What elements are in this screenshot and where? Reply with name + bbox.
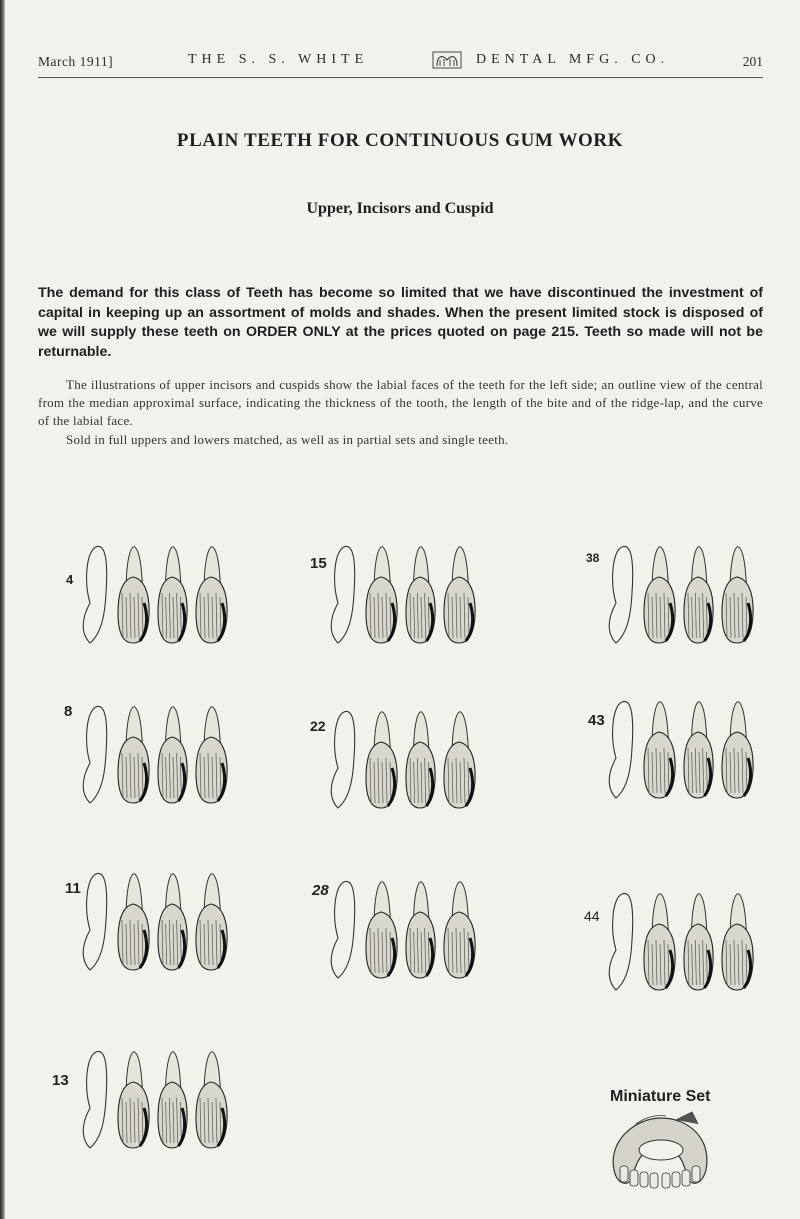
teeth-illustration: [58, 535, 258, 645]
tooth-labial-face: [644, 894, 675, 990]
tooth-labial-face: [722, 702, 753, 798]
tooth-labial-face: [366, 712, 397, 808]
tooth-profile-outline: [83, 873, 106, 970]
tooth-labial-face: [444, 547, 475, 643]
tooth-profile-outline: [609, 893, 632, 990]
tooth-set-8: [58, 695, 258, 805]
tooth-set-38: [584, 535, 784, 645]
tooth-set-11: [58, 862, 258, 972]
mold-number: 28: [312, 882, 329, 899]
tooth-labial-face: [722, 547, 753, 643]
miniature-set-label: Miniature Set: [610, 1088, 711, 1105]
tooth-labial-face: [444, 882, 475, 978]
tooth-labial-face: [118, 874, 149, 970]
tooth-labial-face: [684, 547, 713, 643]
tooth-labial-face: [118, 1052, 149, 1148]
mold-number: 8: [64, 703, 73, 720]
mold-number: 38: [586, 551, 600, 565]
teeth-illustration: [58, 695, 258, 805]
teeth-illustration: [584, 535, 784, 645]
illustrations-paragraph: The illustrations of upper incisors and cuspids show the labial faces of the teeth for the left side; an outline view of the central from the median approximal surface, indicating the thickness of the tooth, the length of the bite and of the ridge-lap, and the curve of the labial face.: [38, 377, 763, 428]
miniature-denture-icon: [606, 1110, 716, 1190]
teeth-illustration: [58, 862, 258, 972]
page-number: 201: [742, 54, 763, 69]
tooth-labial-face: [196, 1052, 227, 1148]
tooth-profile-outline: [609, 701, 632, 798]
page-subtitle: Upper, Incisors and Cuspid: [306, 200, 494, 217]
header-rule: [38, 77, 763, 78]
header-company: THE S. S. WHITE: [188, 52, 369, 67]
page-title: PLAIN TEETH FOR CONTINUOUS GUM WORK: [176, 130, 624, 151]
teeth-illustration: [58, 1040, 258, 1150]
tooth-labial-face: [118, 547, 149, 643]
tooth-profile-outline: [609, 546, 632, 643]
tooth-labial-face: [196, 547, 227, 643]
company-logo-icon: [432, 50, 462, 74]
tooth-labial-face: [684, 702, 713, 798]
teeth-illustration: [584, 882, 784, 992]
mold-number: 15: [310, 555, 327, 572]
tooth-profile-outline: [331, 881, 354, 978]
tooth-labial-face: [644, 547, 675, 643]
tooth-set-28: [306, 870, 506, 980]
tooth-profile-outline: [83, 1051, 106, 1148]
running-header: [38, 52, 763, 74]
teeth-illustration: [584, 690, 784, 800]
tooth-labial-face: [158, 547, 187, 643]
tooth-profile-outline: [331, 711, 354, 808]
mold-number: 22: [310, 718, 326, 734]
tooth-labial-face: [158, 874, 187, 970]
tooth-profile-outline: [83, 546, 106, 643]
tooth-labial-face: [406, 547, 435, 643]
tooth-profile-outline: [331, 546, 354, 643]
tooth-set-13: [52, 1040, 258, 1150]
tooth-labial-face: [158, 707, 187, 803]
mold-number: 43: [588, 712, 605, 729]
mold-number: 11: [65, 880, 81, 897]
header-date: March 1911]: [38, 54, 114, 69]
tooth-labial-face: [722, 894, 753, 990]
mold-number: 44: [584, 908, 600, 924]
tooth-labial-face: [366, 882, 397, 978]
mold-number: 4: [66, 572, 74, 587]
tooth-labial-face: [196, 707, 227, 803]
tooth-labial-face: [366, 547, 397, 643]
tooth-labial-face: [406, 712, 435, 808]
tooth-labial-face: [118, 707, 149, 803]
tooth-labial-face: [684, 894, 713, 990]
teeth-illustration: [306, 535, 506, 645]
teeth-illustration: [306, 700, 506, 810]
teeth-illustration: [306, 870, 506, 980]
page-edge-shadow: [0, 0, 5, 1219]
tooth-labial-face: [444, 712, 475, 808]
tooth-profile-outline: [83, 706, 106, 803]
mold-number: 13: [52, 1072, 69, 1089]
header-company-suffix: DENTAL MFG. CO.: [476, 52, 670, 67]
tooth-labial-face: [158, 1052, 187, 1148]
notice-paragraph: The demand for this class of Teeth has become so limited that we have discontinued the investment of capital in keeping up an assortment of molds and shades. When the present limited stock is disposed of we will supply these teeth on ORDER ONLY at the prices quoted on page 215. Teeth so made will not be returnable.: [38, 285, 763, 360]
sold-paragraph: Sold in full uppers and lowers matched, as well as in partial sets and single teeth.: [66, 432, 509, 447]
tooth-set-4: [58, 535, 258, 645]
tooth-labial-face: [196, 874, 227, 970]
tooth-set-15: [306, 535, 506, 645]
tooth-labial-face: [644, 702, 675, 798]
tooth-set-22: [306, 700, 506, 810]
tooth-set-43: [584, 690, 784, 800]
tooth-labial-face: [406, 882, 435, 978]
tooth-set-44: [584, 882, 784, 992]
